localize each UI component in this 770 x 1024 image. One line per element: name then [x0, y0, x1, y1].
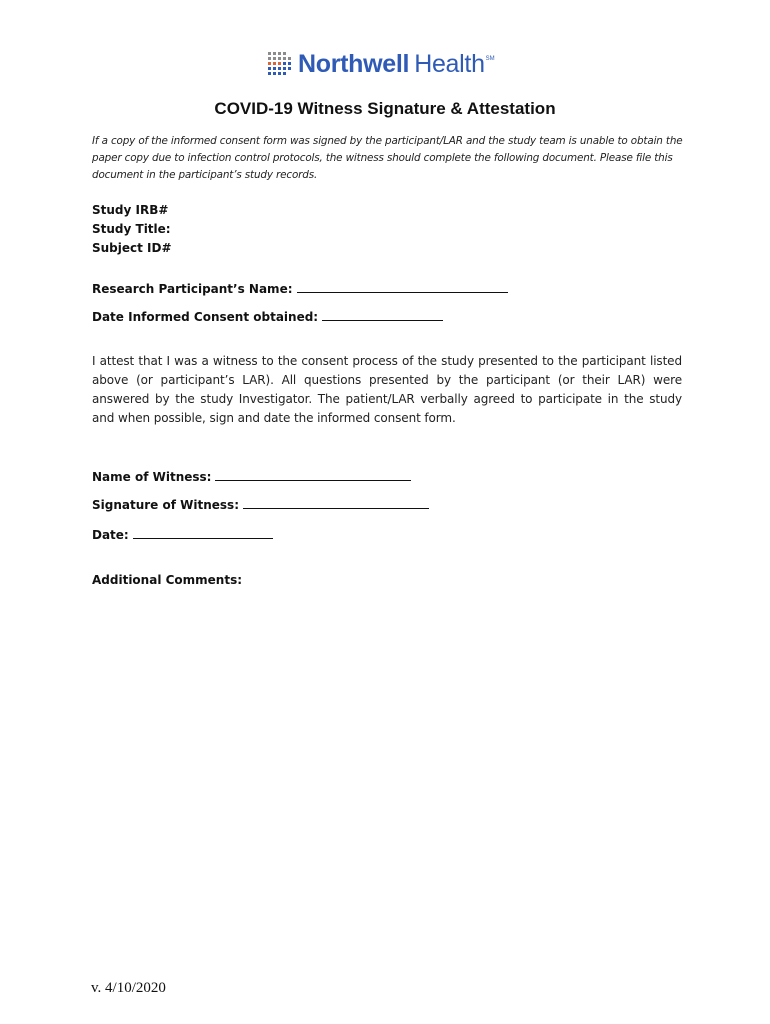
study-irb-label: Study IRB#: [92, 203, 169, 217]
date-line[interactable]: [133, 526, 273, 539]
participant-name-label: Research Participant’s Name:: [92, 282, 293, 296]
logo-brand-light: Health: [414, 49, 485, 78]
participant-name-line[interactable]: [297, 280, 508, 293]
witness-signature-field[interactable]: [92, 496, 429, 512]
witness-signature-label: Signature of Witness:: [92, 498, 239, 512]
witness-signature-line[interactable]: [243, 496, 429, 509]
date-label: Date:: [92, 528, 129, 542]
consent-date-label: Date Informed Consent obtained:: [92, 310, 319, 324]
logo-service-mark: SM: [485, 56, 495, 62]
intro-instructions: If a copy of the informed consent form was signed by the participant/LAR and the study team is unable to obtain the paper copy due to infection control protocols, the witness should complete the following document. Please file this document in the participant’s study records.: [92, 135, 683, 181]
additional-comments-label: Additional Comments:: [92, 573, 243, 587]
version-footer: v. 4/10/2020: [91, 980, 166, 996]
witness-name-label: Name of Witness:: [92, 470, 212, 484]
consent-date-line[interactable]: [322, 308, 443, 321]
witness-name-line[interactable]: [215, 468, 411, 481]
document-title: COVID-19 Witness Signature & Attestation: [214, 99, 556, 118]
participant-name-field[interactable]: [92, 280, 508, 296]
northwell-logo-icon: [266, 50, 294, 78]
consent-date-field[interactable]: [92, 308, 443, 324]
subject-id-label: Subject ID#: [92, 241, 172, 255]
date-field[interactable]: [92, 526, 273, 542]
northwell-health-logo: [266, 48, 495, 80]
witness-name-field[interactable]: [92, 468, 411, 484]
study-title-label: Study Title:: [92, 222, 171, 236]
attestation-statement: I attest that I was a witness to the consent process of the study presented to the participant listed above (or participant’s LAR). All questions presented by the participant (or their LAR) were answered by the study Investigator. The patient/LAR verbally agreed to participate in the study and when possible, sign and date the informed consent form.: [92, 354, 682, 425]
logo-brand-bold: Northwell: [298, 49, 410, 78]
